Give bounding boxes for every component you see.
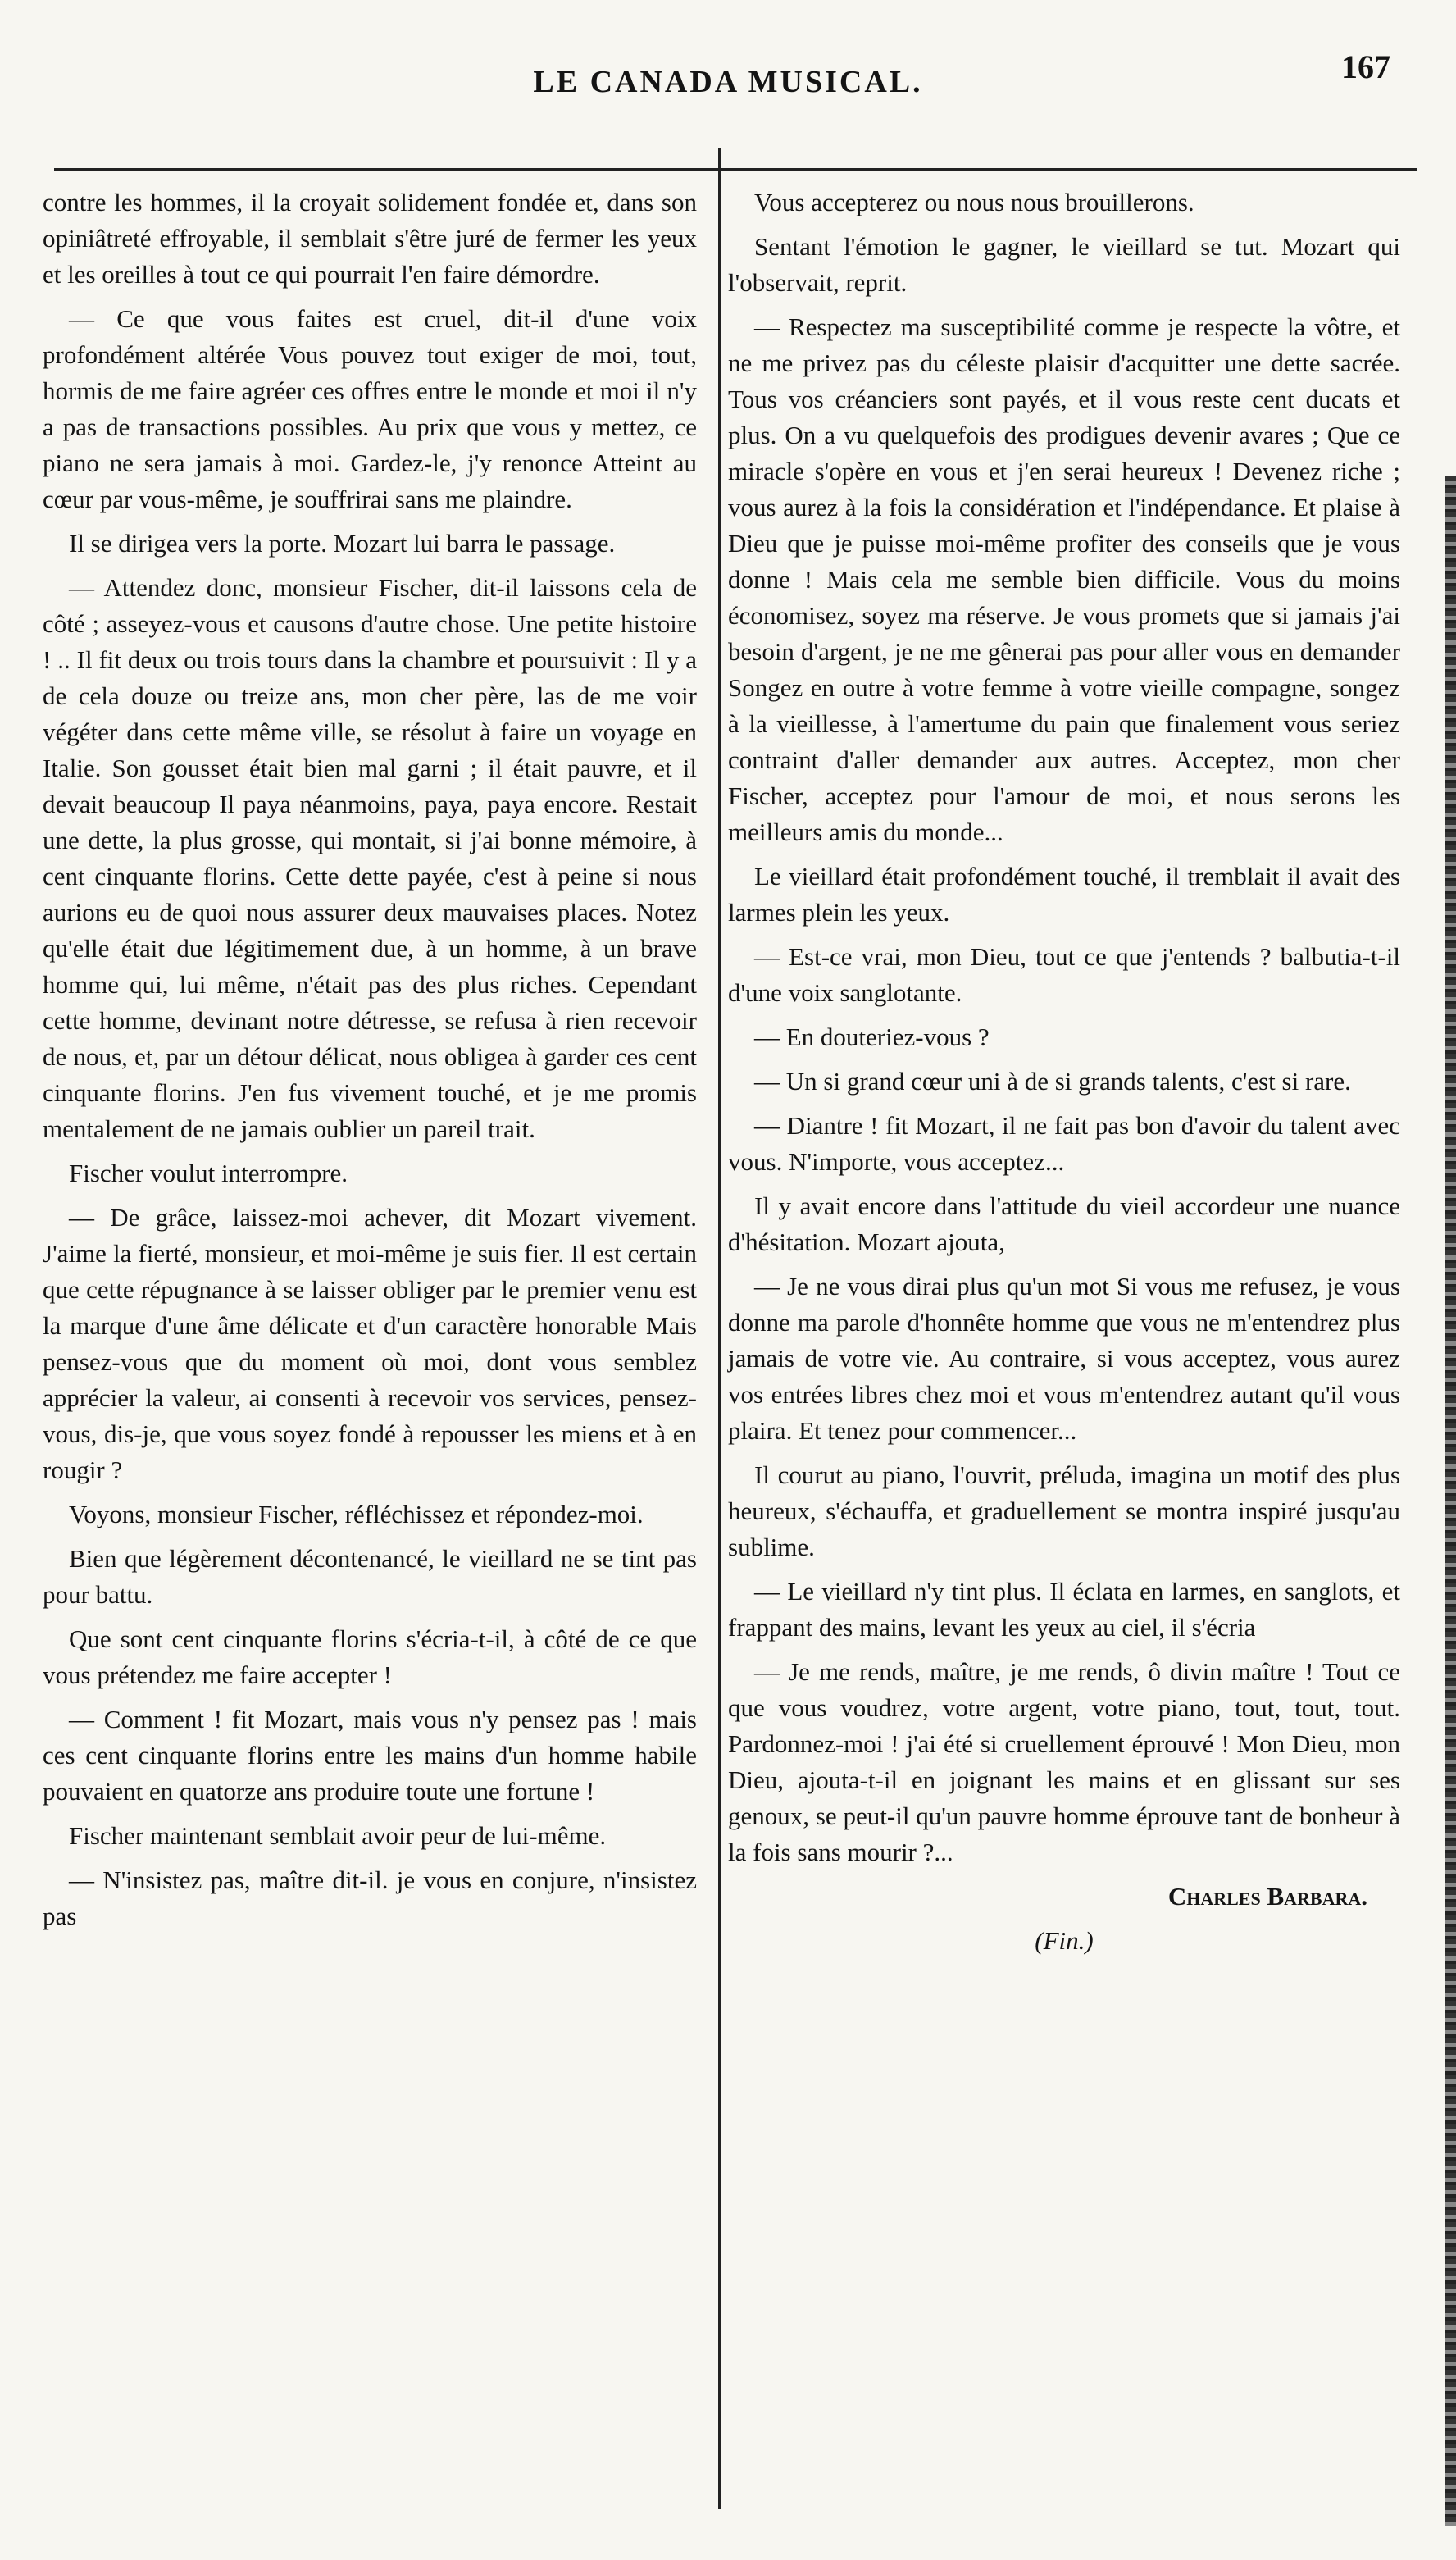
left-column [43,184,697,1943]
paragraph: — En douteriez-vous ? [754,1023,990,1051]
paragraph: Sentant l'émotion le gagner, le vieillard se tut. Mozart qui l'observait, reprit. [728,232,1400,297]
paragraph: — Attendez donc, monsieur Fischer, dit-il laissons cela de côté ; asseyez-vous et causons d'autre chose. Une petite histoire ! .. Il fit deux ou trois tours dans la chambre et poursuivit : Il y a de cela douze ou treize ans, mon cher père, las de me voir végéter dans cette même ville, se résolut à faire un voyage en Italie. Son gousset était bien mal garni ; il était pauvre, et il devait beaucoup Il paya néanmoins, paya, paya encore. Restait une dette, la plus grosse, qui montait, si j'ai bonne mémoire, à cent cinquante florins. Cette dette payée, c'est à peine si nous aurions eu de quoi nous assurer deux mauvaises places. Notez qu'elle était due légitimement due, à un homme, à un brave homme qui, lui même, n'était pas des plus riches. Cependant cette homme, devinant notre détresse, se refusa à rien recevoir de nous, et, par un détour délicat, nous obligea à garder ces cent cinquante florins. J'en fus vivement touché, et je me promis mentalement de ne jamais oublier un pareil trait. [43,573,697,1143]
right-column [728,184,1400,1967]
closing-mark: (Fin.) [1035,1926,1094,1955]
column-divider [718,148,721,2509]
page-number: 167 [1341,48,1390,85]
paragraph: Voyons, monsieur Fischer, réfléchissez et répondez-moi. [69,1500,644,1528]
author-signature: Charles Barbara. [1167,1882,1367,1911]
scan-edge-strip [1445,476,1456,2526]
paragraph: — Comment ! fit Mozart, mais vous n'y pensez pas ! mais ces cent cinquante florins entre les mains d'un homme habile pouvaient en quatorze ans produire toute une fortune ! [43,1705,697,1806]
paragraph: Il courut au piano, l'ouvrit, préluda, imagina un motif des plus heureux, s'échauffa, et graduellement se montra inspiré jusqu'au sublime. [728,1460,1400,1561]
paragraph: — Ce que vous faites est cruel, dit-il d'une voix profondément altérée Vous pouvez tout exiger de moi, tout, hormis de me faire agréer ces offres entre le monde et moi il n'y a pas de transactions possibles. Au prix que vous y mettez, ce piano ne sera jamais à moi. Gardez-le, j'y renonce Atteint au cœur par vous-même, je souffrirai sans me plaindre. [43,304,697,513]
paragraph: Fischer voulut interrompre. [69,1159,348,1187]
header-rule [54,168,1417,171]
paragraph: contre les hommes, il la croyait solidement fondée et, dans son opiniâtreté effroyable, il semblait s'être juré de fermer les yeux et les oreilles à tout ce qui pourrait l'en faire démordre. [43,188,697,289]
paragraph: Le vieillard était profondément touché, il tremblait il avait des larmes plein les yeux. [728,862,1400,927]
paragraph: Vous accepterez ou nous nous brouillerons. [754,188,1194,216]
paragraph: — N'insistez pas, maître dit-il. je vous en conjure, n'insistez pas [43,1865,697,1930]
paragraph: — Le vieillard n'y tint plus. Il éclata en larmes, en sanglots, et frappant des mains, levant les yeux au ciel, il s'écria [728,1577,1400,1642]
page-header-title: LE CANADA MUSICAL. [533,65,923,99]
paragraph: Bien que légèrement décontenancé, le vieillard ne se tint pas pour battu. [43,1544,697,1609]
paragraph: — Respectez ma susceptibilité comme je respecte la vôtre, et ne me privez pas du céleste plaisir d'acquitter une dette sacrée. Tous vos créanciers sont payés, et il vous reste cent ducats et plus. On a vu quelquefois des prodigues devenir avares ; Que ce miracle s'opère en vous et j'en serai heureux ! Devenez riche ; vous aurez à la fois la considération et l'indépendance. Et plaise à Dieu que je puisse moi-même profiter des conseils que je vous donne ! Mais cela me semble bien difficile. Vous du moins économisez, soyez ma réserve. Je vous promets que si jamais j'ai besoin d'argent, je ne me gênerai pas pour aller vous en demander Songez en outre à votre femme à votre vieille compagne, songez à la vieillesse, à l'amertume du pain que finalement vous seriez contraint d'aller demander aux autres. Acceptez, mon cher Fischer, acceptez pour l'amour de moi, et nous serons les meilleurs amis du monde... [728,312,1400,846]
paragraph: Il y avait encore dans l'attitude du vieil accordeur une nuance d'hésitation. Mozart ajouta, [728,1191,1400,1256]
paragraph: Fischer maintenant semblait avoir peur de lui-même. [69,1821,607,1850]
paragraph: — De grâce, laissez-moi achever, dit Mozart vivement. J'aime la fierté, monsieur, et moi-même je suis fier. Il est certain que cette répugnance à se laisser obliger par le premier venu est la marque d'une âme délicate et d'un caractère honorable Mais pensez-vous que du moment où moi, dont vous semblez apprécier la valeur, ai consenti à recevoir vos services, pensez-vous, dis-je, que vous soyez fondé à repousser les miens et à en rougir ? [43,1203,697,1484]
paragraph: — Je me rends, maître, je me rends, ô divin maître ! Tout ce que vous voudrez, votre argent, votre piano, tout, tout, tout. Pardonnez-moi ! j'ai été si cruellement éprouvé ! Mon Dieu, mon Dieu, ajouta-t-il en joignant les mains et en glissant sur ses genoux, se peut-il qu'un pauvre homme éprouve tant de bonheur à la fois sans mourir ?... [728,1657,1400,1866]
paragraph: Il se dirigea vers la porte. Mozart lui barra le passage. [69,529,616,558]
paragraph: — Je ne vous dirai plus qu'un mot Si vous me refusez, je vous donne ma parole d'honnête homme que vous ne m'entendrez plus jamais de votre vie. Au contraire, si vous acceptez, vous aurez vos entrées libres chez moi et vous m'entendrez autant qu'il vous plaira. Et tenez pour commencer... [728,1272,1400,1445]
paragraph: — Est-ce vrai, mon Dieu, tout ce que j'entends ? balbutia-t-il d'une voix sanglotante. [728,942,1400,1007]
paragraph: — Un si grand cœur uni à de si grands talents, c'est si rare. [754,1067,1351,1096]
paragraph: Que sont cent cinquante florins s'écria-t-il, à côté de ce que vous prétendez me faire accepter ! [43,1624,697,1689]
paragraph: — Diantre ! fit Mozart, il ne fait pas bon d'avoir du talent avec vous. N'importe, vous acceptez... [728,1111,1400,1176]
